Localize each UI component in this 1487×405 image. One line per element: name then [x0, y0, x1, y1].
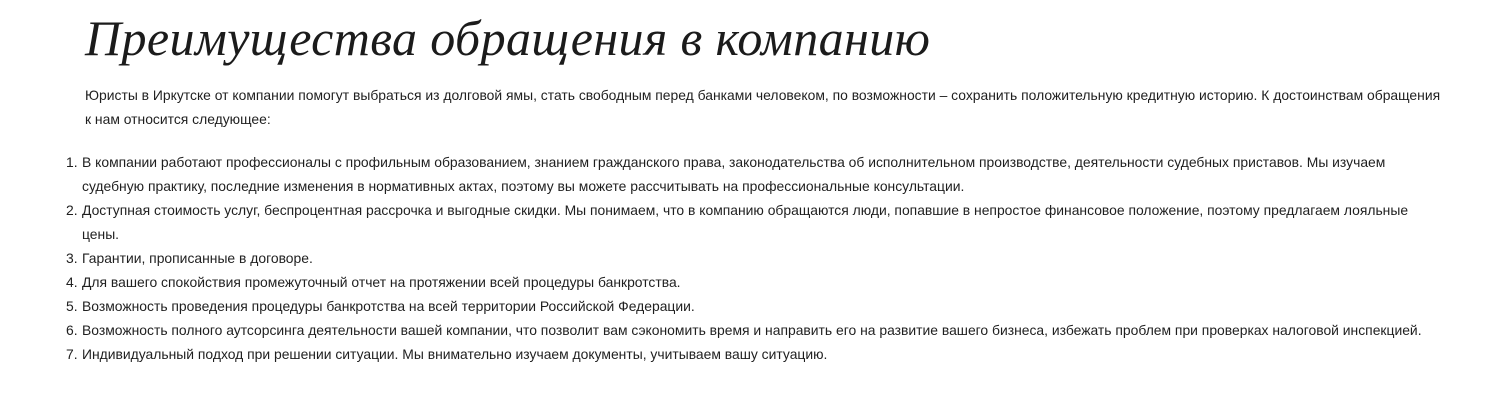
intro-paragraph: Юристы в Иркутске от компании помогут выбраться из долговой ямы, стать свободным перед банками человеком, по возможности – сохранить положительную кредитную историю. К достоинствам обращения к нам относится следующее:	[85, 87, 1441, 127]
list-item	[66, 318, 1446, 342]
list-item-text: Доступная стоимость услуг, беспроцентная рассрочка и выгодные скидки. Мы понимаем, что в компанию обращаются люди, попавшие в непростое финансовое положение, поэтому предлагаем лояльные цены.	[82, 202, 1409, 242]
list-item-text: Гарантии, прописанные в договоре.	[82, 250, 313, 266]
list-item-text: Индивидуальный подход при решении ситуации. Мы внимательно изучаем документы, учитываем вашу ситуацию.	[82, 346, 828, 362]
list-item	[66, 150, 1446, 198]
list-item-text: Для вашего спокойствия промежуточный отчет на протяжении всей процедуры банкротства.	[82, 274, 681, 290]
advantages-list	[66, 150, 1446, 366]
list-item	[66, 198, 1446, 246]
list-item	[66, 342, 1446, 366]
list-item	[66, 294, 1446, 318]
list-item-number: 4.	[66, 274, 78, 290]
page-title: Преимущества обращения в компанию	[85, 10, 931, 66]
list-item-number: 2.	[66, 202, 78, 218]
list-item-number: 7.	[66, 346, 78, 362]
list-item	[66, 246, 1446, 270]
list-item-number: 5.	[66, 298, 78, 314]
list-item-number: 1.	[66, 154, 78, 170]
list-item-text: В компании работают профессионалы с профильным образованием, знанием гражданского права, законодательства об исполнительном производстве, деятельности судебных приставов. Мы изучаем судебную практику, последние изменения в нормативных актах, поэтому вы можете рассчитывать на профессиональные консультации.	[82, 154, 1386, 194]
list-item-number: 3.	[66, 250, 78, 266]
list-item-number: 6.	[66, 322, 78, 338]
list-item-text: Возможность полного аутсорсинга деятельности вашей компании, что позволит вам сэкономить время и направить его на развитие вашего бизнеса, избежать проблем при проверках налоговой инспекцией.	[82, 322, 1422, 338]
list-item	[66, 270, 1446, 294]
list-item-text: Возможность проведения процедуры банкротства на всей территории Российской Федерации.	[82, 298, 695, 314]
